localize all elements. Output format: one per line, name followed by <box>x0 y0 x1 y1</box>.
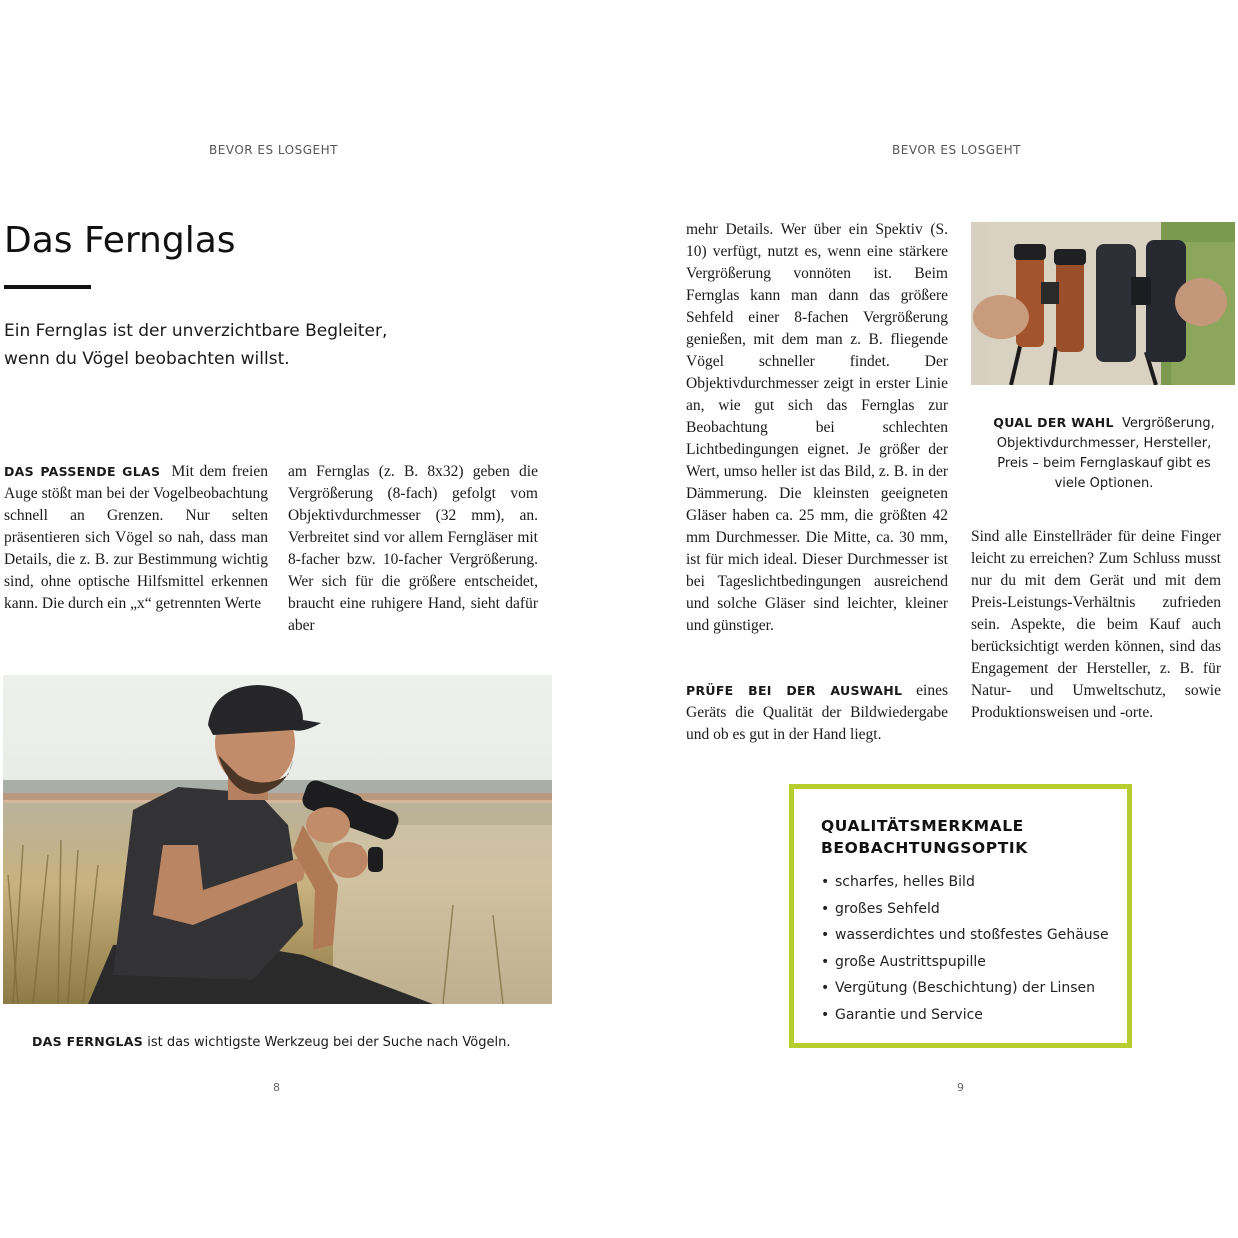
binoculars-illustration <box>971 222 1235 385</box>
bullet-icon: • <box>821 874 830 890</box>
box-title-line1: QUALITÄTSMERKMALE <box>821 817 1024 835</box>
section2 <box>686 680 948 746</box>
quality-feature-text: Vergütung (Beschichtung) der Linsen <box>835 980 1096 996</box>
section2-lead: PRÜFE BEI DER AUSWAHL <box>686 683 903 698</box>
quality-feature-text: wasserdichtes und stoßfestes Gehäuse <box>835 927 1109 943</box>
caption-text: ist das wichtigste Werkzeug bei der Suche nach Vögeln. <box>147 1035 511 1050</box>
photo-caption-right <box>982 413 1226 494</box>
section1-col1-text: Mit dem freien Auge stößt man bei der Vogelbeobachtung schnell an Grenzen. Nur selten präsentieren sich Vögel so nah, dass man Details, die z. B. zur Bestimmung wichtig sind, ohne optische Hilfsmittel erkennen kann. Die durch ein „x“ getrennten Werte <box>4 463 268 612</box>
quality-feature-item <box>821 1002 1109 1029</box>
quality-feature-text: scharfes, helles Bild <box>835 874 975 890</box>
title-rule <box>4 285 91 289</box>
bullet-icon: • <box>821 900 830 917</box>
right-column2-text: Sind alle Einstellräder für deine Finger leicht zu erreichen? Zum Schluss musst nur du mit dem Gerät und mit dem Preis-Leistungs-Verhältnis zufrieden sein. Aspekte, die beim Kauf auch berücksichtigt werden können, sind das Engagement der Hersteller, z. B. für Natur- und Umweltschutz, sowie Produktionsweisen und -orte. <box>971 528 1221 721</box>
quality-feature-item <box>821 896 1109 923</box>
box-title-line2: BEOBACHTUNGSOPTIK <box>821 839 1028 857</box>
bullet-icon: • <box>821 953 830 970</box>
running-header-right: BEVOR ES LOSGEHT <box>892 143 1021 157</box>
photo-two-binoculars <box>971 222 1235 385</box>
birdwatcher-illustration <box>3 675 552 1004</box>
page-number-right: 9 <box>957 1081 964 1094</box>
photo-man-with-binoculars <box>3 675 552 1004</box>
bullet-icon: • <box>821 927 830 943</box>
quality-feature-text: große Austrittspupille <box>835 953 986 970</box>
bullet-icon: • <box>821 1006 830 1023</box>
quality-features-list <box>821 869 1109 1028</box>
quality-feature-item <box>821 922 1109 949</box>
section1-column2: am Fernglas (z. B. 8x32) geben die Vergrößerung (8-fach) gefolgt vom Objektivdurchmesser (32 mm), an. Verbreitet sind vor allem Ferngläser mit 8-facher bzw. 10-facher Vergrößerung. Wer sich für die größere entscheidet, braucht eine ruhigere Hand, sieht dafür aber <box>288 463 538 634</box>
photo-caption-text: Vergrößerung, Objektivdurchmesser, Hersteller, Preis – beim Fernglaskauf gibt es viele Optionen. <box>996 416 1215 491</box>
quality-features-box <box>789 784 1132 1048</box>
quality-feature-item <box>821 869 1109 896</box>
quality-feature-text: Garantie und Service <box>835 1006 983 1023</box>
photo-caption-left <box>32 1032 510 1053</box>
page-number-left: 8 <box>273 1081 280 1094</box>
bullet-icon: • <box>821 980 830 996</box>
photo-caption-lead: QUAL DER WAHL <box>993 415 1114 430</box>
quality-feature-item <box>821 949 1109 976</box>
right-column1-text: mehr Details. Wer über ein Spektiv (S. 10) verfügt, nutzt es, wenn eine stärkere Vergrößerung vonnöten ist. Beim Fernglas kann man dann das größere Sehfeld einer 8-fachen Vergrößerung genießen, mit dem man z. B. fliegende Vögel schneller findet. Der Objektivdurchmesser zeigt in erster Linie an, wie gut sich das Fernglas zur Beobachtung bei schlechten Lichtbedingungen eignet. Je größer der Wert, umso heller ist das Bild, z. B. in der Dämmerung. Die kleinsten geeigneten Gläser haben ca. 25 mm, die größten 42 mm Durchmesser. Die Mitte, ca. 30 mm, ist für mich ideal. Dieser Durchmesser ist bei Tageslichtbedingungen ausreichend und solche Gläser sind leichter, kleiner und günstiger. <box>686 221 948 634</box>
caption-lead: DAS FERNGLAS <box>32 1034 144 1049</box>
intro-text: Ein Fernglas ist der unverzichtbare Begleiter, wenn du Vögel beobachten willst. <box>4 321 388 369</box>
quality-feature-text: großes Sehfeld <box>835 900 940 917</box>
section1-lead: DAS PASSENDE GLAS <box>4 464 161 479</box>
section1-column1 <box>4 461 268 615</box>
section2-text: eines Geräts die Qualität der Bildwiedergabe und ob es gut in der Hand liegt. <box>686 682 948 743</box>
quality-feature-item <box>821 975 1109 1002</box>
running-header-left: BEVOR ES LOSGEHT <box>209 143 338 157</box>
page-title: Das Fernglas <box>4 220 236 261</box>
